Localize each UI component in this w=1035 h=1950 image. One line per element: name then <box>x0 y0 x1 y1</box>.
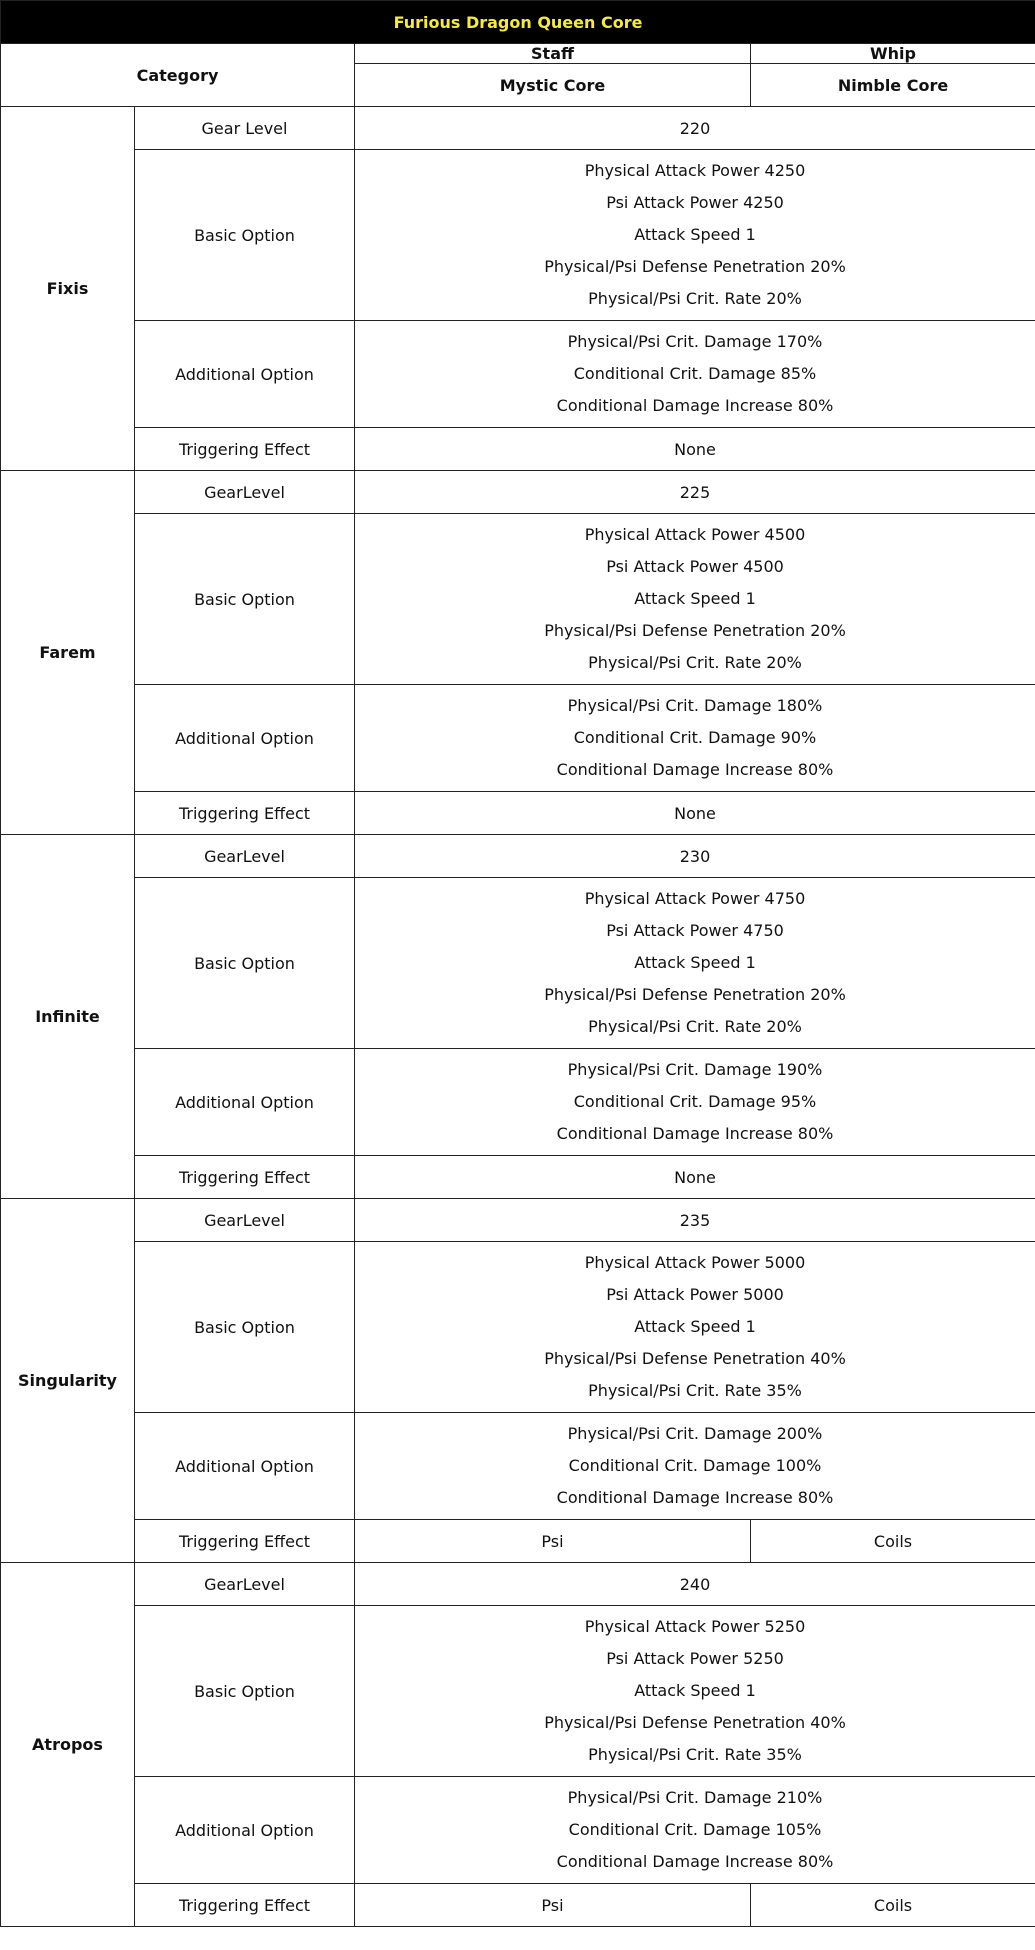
basic-option-line: Physical/Psi Defense Penetration 20% <box>544 621 846 640</box>
additional-option-row <box>1 685 1035 792</box>
gear-level-value: 235 <box>355 1199 1035 1242</box>
triggering-effect-label: Triggering Effect <box>135 428 355 471</box>
basic-option-line: Psi Attack Power 4750 <box>606 921 784 940</box>
additional-option-line: Physical/Psi Crit. Damage 170% <box>567 332 823 351</box>
basic-option-line: Physical Attack Power 4750 <box>584 889 806 908</box>
triggering-effect-label: Triggering Effect <box>135 1884 355 1927</box>
basic-option-line: Physical/Psi Defense Penetration 40% <box>544 1349 846 1368</box>
gear-level-row <box>1 1563 1035 1606</box>
additional-option-line: Physical/Psi Crit. Damage 200% <box>567 1424 823 1443</box>
basic-option-row <box>1 878 1035 1049</box>
gear-level-label: GearLevel <box>135 835 355 878</box>
triggering-effect-staff: Psi <box>355 1520 751 1563</box>
group-name-farem: Farem <box>1 471 135 835</box>
additional-option-values <box>355 1049 1035 1156</box>
triggering-effect-staff: Psi <box>355 1884 751 1927</box>
category-header: Category <box>1 44 355 107</box>
gear-level-value: 225 <box>355 471 1035 514</box>
basic-option-values <box>355 150 1035 321</box>
gear-level-row <box>1 107 1035 150</box>
basic-option-line: Physical/Psi Defense Penetration 20% <box>544 985 846 1004</box>
additional-option-line: Conditional Damage Increase 80% <box>556 1852 834 1871</box>
basic-option-label: Basic Option <box>135 1606 355 1777</box>
triggering-effect-whip: Coils <box>751 1884 1035 1927</box>
additional-option-line: Physical/Psi Crit. Damage 190% <box>567 1060 823 1079</box>
basic-option-label: Basic Option <box>135 514 355 685</box>
additional-option-line: Conditional Crit. Damage 105% <box>568 1820 822 1839</box>
gear-level-value: 220 <box>355 107 1035 150</box>
group-name-singularity: Singularity <box>1 1199 135 1563</box>
basic-option-values <box>355 878 1035 1049</box>
triggering-effect-value: None <box>355 1156 1035 1199</box>
additional-option-line: Conditional Crit. Damage 95% <box>573 1092 817 1111</box>
basic-option-row <box>1 1242 1035 1413</box>
gear-level-row <box>1 835 1035 878</box>
basic-option-line: Physical Attack Power 4250 <box>584 161 806 180</box>
triggering-effect-whip: Coils <box>751 1520 1035 1563</box>
column-header-staff: Staff <box>355 44 751 64</box>
triggering-effect-row <box>1 792 1035 835</box>
additional-option-line: Conditional Crit. Damage 85% <box>573 364 817 383</box>
additional-option-row <box>1 1049 1035 1156</box>
additional-option-row <box>1 1413 1035 1520</box>
additional-option-line: Conditional Damage Increase 80% <box>556 760 834 779</box>
additional-option-line: Conditional Damage Increase 80% <box>556 396 834 415</box>
triggering-effect-value: None <box>355 428 1035 471</box>
additional-option-line: Conditional Damage Increase 80% <box>556 1488 834 1507</box>
table-body <box>1 107 1035 1927</box>
basic-option-line: Psi Attack Power 5250 <box>606 1649 784 1668</box>
basic-option-line: Physical Attack Power 4500 <box>584 525 806 544</box>
group-name-fixis: Fixis <box>1 107 135 471</box>
additional-option-line: Physical/Psi Crit. Damage 210% <box>567 1788 823 1807</box>
additional-option-label: Additional Option <box>135 321 355 428</box>
additional-option-label: Additional Option <box>135 1777 355 1884</box>
group-name-infinite: Infinite <box>1 835 135 1199</box>
basic-option-row <box>1 150 1035 321</box>
basic-option-line: Physical/Psi Crit. Rate 20% <box>588 1017 802 1036</box>
column-header-whip: Whip <box>751 44 1035 64</box>
gear-level-label: GearLevel <box>135 471 355 514</box>
gear-level-label: GearLevel <box>135 1199 355 1242</box>
additional-option-label: Additional Option <box>135 685 355 792</box>
basic-option-line: Attack Speed 1 <box>634 1317 756 1336</box>
basic-option-line: Physical/Psi Defense Penetration 40% <box>544 1713 846 1732</box>
additional-option-label: Additional Option <box>135 1049 355 1156</box>
triggering-effect-label: Triggering Effect <box>135 792 355 835</box>
basic-option-values <box>355 1606 1035 1777</box>
basic-option-line: Attack Speed 1 <box>634 1681 756 1700</box>
gear-level-value: 240 <box>355 1563 1035 1606</box>
basic-option-line: Psi Attack Power 5000 <box>606 1285 784 1304</box>
basic-option-line: Physical/Psi Crit. Rate 35% <box>588 1381 802 1400</box>
basic-option-label: Basic Option <box>135 878 355 1049</box>
triggering-effect-row <box>1 1884 1035 1927</box>
group-name-atropos: Atropos <box>1 1563 135 1927</box>
additional-option-row <box>1 321 1035 428</box>
gear-level-row <box>1 1199 1035 1242</box>
basic-option-line: Attack Speed 1 <box>634 953 756 972</box>
gear-level-row <box>1 471 1035 514</box>
additional-option-values <box>355 1413 1035 1520</box>
triggering-effect-row <box>1 1156 1035 1199</box>
basic-option-label: Basic Option <box>135 150 355 321</box>
additional-option-values <box>355 685 1035 792</box>
additional-option-label: Additional Option <box>135 1413 355 1520</box>
column-subheader-mystic-core: Mystic Core <box>355 64 751 107</box>
basic-option-line: Psi Attack Power 4250 <box>606 193 784 212</box>
additional-option-values <box>355 1777 1035 1884</box>
additional-option-line: Physical/Psi Crit. Damage 180% <box>567 696 823 715</box>
basic-option-values <box>355 1242 1035 1413</box>
basic-option-line: Physical/Psi Crit. Rate 20% <box>588 289 802 308</box>
basic-option-line: Psi Attack Power 4500 <box>606 557 784 576</box>
gear-level-label: GearLevel <box>135 1563 355 1606</box>
triggering-effect-label: Triggering Effect <box>135 1520 355 1563</box>
basic-option-line: Physical Attack Power 5000 <box>584 1253 806 1272</box>
basic-option-line: Physical/Psi Crit. Rate 20% <box>588 653 802 672</box>
triggering-effect-row <box>1 428 1035 471</box>
gear-level-value: 230 <box>355 835 1035 878</box>
basic-option-values <box>355 514 1035 685</box>
table-title: Furious Dragon Queen Core <box>1 1 1035 44</box>
triggering-effect-label: Triggering Effect <box>135 1156 355 1199</box>
additional-option-values <box>355 321 1035 428</box>
additional-option-line: Conditional Crit. Damage 100% <box>568 1456 822 1475</box>
basic-option-row <box>1 514 1035 685</box>
additional-option-line: Conditional Crit. Damage 90% <box>573 728 817 747</box>
basic-option-row <box>1 1606 1035 1777</box>
basic-option-line: Physical Attack Power 5250 <box>584 1617 806 1636</box>
gear-level-label: Gear Level <box>135 107 355 150</box>
basic-option-line: Attack Speed 1 <box>634 225 756 244</box>
basic-option-line: Physical/Psi Crit. Rate 35% <box>588 1745 802 1764</box>
triggering-effect-value: None <box>355 792 1035 835</box>
additional-option-row <box>1 1777 1035 1884</box>
additional-option-line: Conditional Damage Increase 80% <box>556 1124 834 1143</box>
basic-option-line: Physical/Psi Defense Penetration 20% <box>544 257 846 276</box>
basic-option-label: Basic Option <box>135 1242 355 1413</box>
column-subheader-nimble-core: Nimble Core <box>751 64 1035 107</box>
triggering-effect-row <box>1 1520 1035 1563</box>
basic-option-line: Attack Speed 1 <box>634 589 756 608</box>
